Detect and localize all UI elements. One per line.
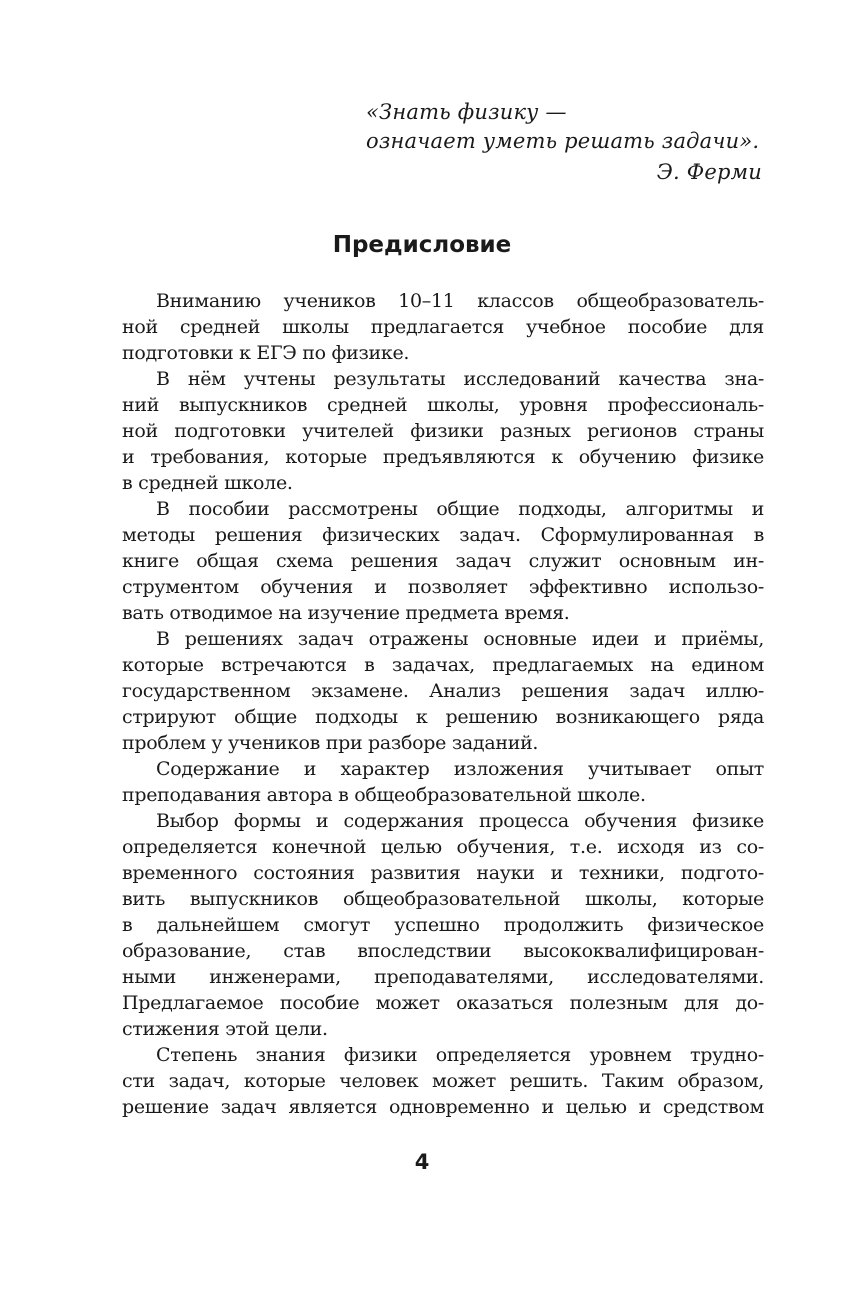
text-line: государственном экзамене. Анализ решения задач иллю- [122, 680, 764, 702]
paragraph [122, 756, 764, 808]
text-line: Степень знания физики определяется уровнем трудно- [156, 1044, 764, 1066]
text-line: В пособии рассмотрены общие подходы, алгоритмы и [156, 498, 764, 520]
text-line: определяется конечной целью обучения, т.е. исходя из со- [122, 836, 764, 858]
text-line: в средней школе. [122, 472, 293, 494]
text-line: вать отводимое на изучение предмета время. [122, 602, 570, 624]
text-line: ной средней школы предлагается учебное пособие для [122, 316, 764, 338]
paragraph [122, 496, 764, 626]
paragraph [122, 1042, 764, 1120]
paragraph [122, 808, 764, 1042]
text-line: подготовки к ЕГЭ по физике. [122, 342, 410, 364]
text-line: методы решения физических задач. Сформулированная в [122, 524, 764, 546]
epigraph-author: Э. Ферми [656, 160, 762, 184]
epigraph-line: «Знать физику — [366, 100, 567, 124]
paragraph [122, 366, 764, 496]
text-line: Содержание и характер изложения учитывает опыт [156, 758, 764, 780]
text-line: вить выпускников общеобразовательной школы, которые [122, 888, 764, 910]
text-line: ний выпускников средней школы, уровня профессиональ- [122, 394, 764, 416]
text-line: в дальнейшем смогут успешно продолжить физическое [122, 914, 764, 936]
paragraph [122, 288, 764, 366]
epigraph-line: означает уметь решать задачи». [366, 129, 760, 153]
text-line: ной подготовки учителей физики разных регионов страны [122, 420, 764, 442]
text-line: ными инженерами, преподавателями, исследователями. [122, 966, 764, 988]
text-line: В решениях задач отражены основные идеи и приёмы, [156, 628, 764, 650]
text-line: образование, став впоследствии высококвалифицирован- [122, 940, 764, 962]
text-line: сти задач, которые человек может решить. Таким образом, [122, 1070, 764, 1092]
text-line: стижения этой цели. [122, 1018, 328, 1040]
text-line: преподавания автора в общеобразовательной школе. [122, 784, 646, 806]
epigraph [366, 98, 766, 187]
text-line: стрируют общие подходы к решению возникающего ряда [122, 706, 764, 728]
text-line: Предлагаемое пособие может оказаться полезным для до- [122, 992, 764, 1014]
text-line: которые встречаются в задачах, предлагаемых на едином [122, 654, 764, 676]
text-line: и требования, которые предъявляются к обучению физике [122, 446, 764, 468]
text-line: струментом обучения и позволяет эффективно использо- [122, 576, 764, 598]
body-text [122, 288, 764, 1120]
text-line: временного состояния развития науки и техники, подгото- [122, 862, 764, 884]
page-title: Предисловие [332, 232, 512, 258]
text-line: В нём учтены результаты исследований качества зна- [156, 368, 764, 390]
text-line: решение задач является одновременно и целью и средством [122, 1096, 764, 1118]
paragraph [122, 626, 764, 756]
text-line: Выбор формы и содержания процесса обучения физике [156, 810, 764, 832]
text-line: Вниманию учеников 10–11 классов общеобразователь- [156, 290, 764, 312]
text-line: книге общая схема решения задач служит основным ин- [122, 550, 764, 572]
page-number: 4 [414, 1150, 430, 1174]
text-line: проблем у учеников при разборе заданий. [122, 732, 539, 754]
